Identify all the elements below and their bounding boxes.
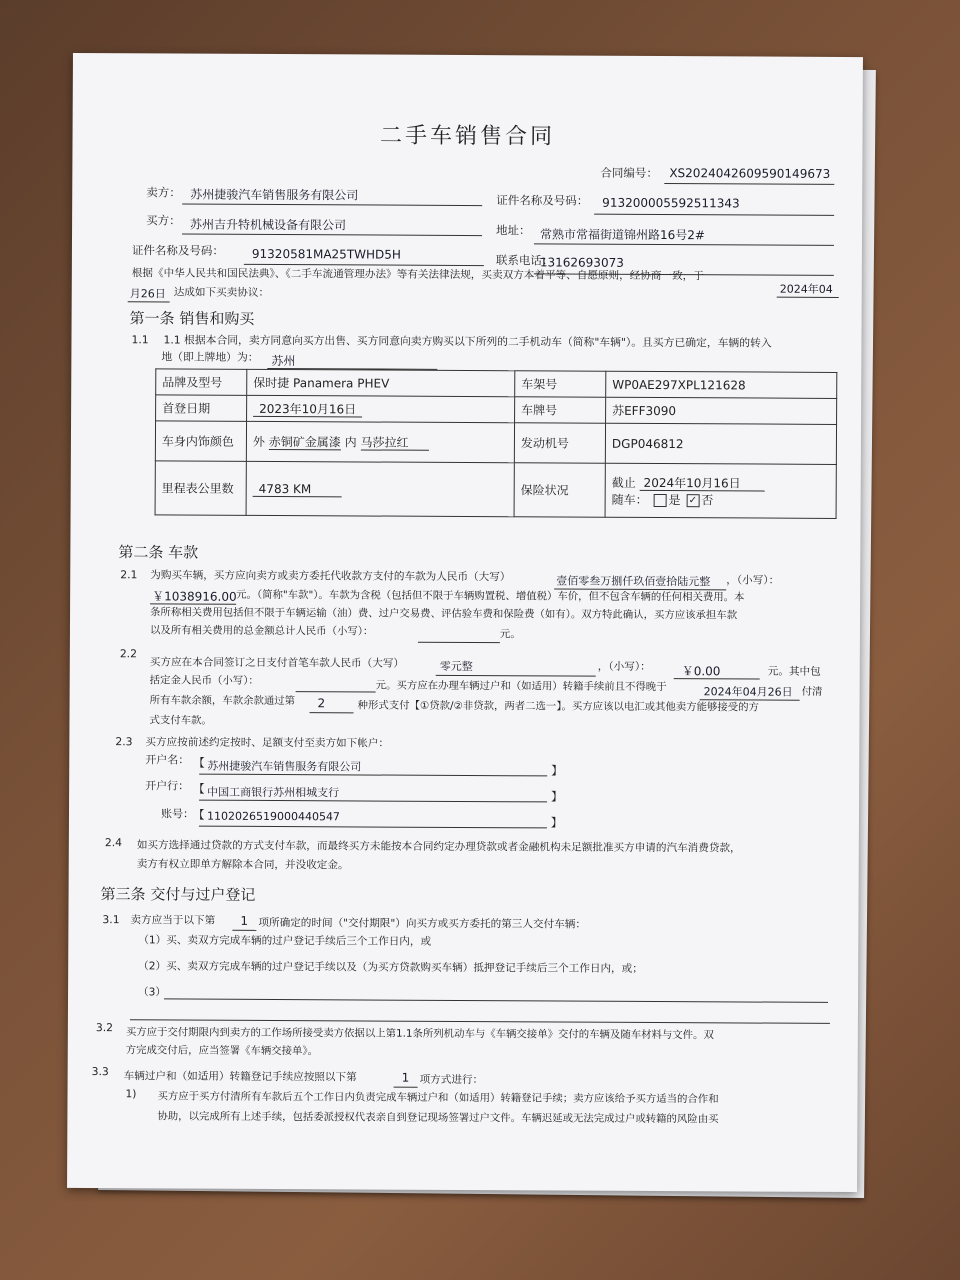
underline (777, 297, 839, 298)
clause-3-1-no: 3.1 (102, 913, 120, 927)
clause-3-3-1-text-2: 协助，以完成所有上述手续，包括委派授权代表亲自到登记现场签署过户文件。车辆迟延或无法完成过户或转籍的风险由买 (157, 1110, 719, 1126)
underline (182, 204, 482, 207)
delivery-option-1: （1）买、卖双方完成车辆的过户登记手续后三个工作日内，或 (138, 934, 432, 948)
clause-1-1-text-2: 地（即上牌地）为： (161, 350, 259, 364)
clause-2-1-text-4: 以及所有相关费用的总金额总计人民币（小写）： (149, 624, 374, 638)
clause-3-1-text-a: 卖方应当于以下第 (130, 914, 216, 927)
clause-1-1-no: 1.1 (131, 333, 149, 347)
clause-3-2-text-2: 方完成交付后，应当签署《车辆交接单》。 (125, 1044, 319, 1058)
mileage-cell (246, 461, 514, 516)
address-label: 地址： (496, 223, 531, 238)
buyer-phone: 13162693073 (539, 255, 624, 270)
clause-2-3-no: 2.3 (115, 735, 133, 749)
clause-2-4-text: 如买方选择通过贷款的方式支付车款，而最终买方未能按本合同约定办理贷款或者金融机构未足额批准买方申请的汽车消费贷款， (136, 839, 741, 855)
underline (534, 243, 834, 246)
underline (199, 826, 547, 829)
seller-name: 苏州捷骏汽车销售服务有限公司 (190, 187, 359, 203)
article-3-title: 第三条 交付与过户登记 (100, 885, 256, 904)
first-reg-value: 2023年10月16日 (253, 402, 362, 418)
intro-text-2: 达成如下买卖协议： (173, 286, 270, 299)
transfer-place: 苏州 (271, 353, 296, 369)
delivery-item: 1 (240, 913, 249, 928)
bracket-left: 【 (192, 807, 205, 822)
clause-3-3-text-a: 车辆过户和（如适用）转籍登记手续应按照以下第 (123, 1070, 357, 1084)
clause-2-2-no: 2.2 (119, 647, 138, 661)
clause-2-2-text-4: 式支付车款。 (149, 714, 212, 727)
bracket-right: 】 (550, 815, 563, 830)
mileage-label: 里程表公里数 (155, 461, 246, 515)
clause-2-2-text-2a: 括定金人民币（小写）： (149, 674, 259, 687)
article-2-title: 第二条 车款 (118, 543, 199, 562)
bracket-right: 】 (551, 789, 563, 804)
engine-value: DGP046812 (605, 423, 836, 464)
buyer-id-label: 证件名称及号码： (131, 243, 224, 258)
underline (232, 930, 256, 931)
insurance-until-prefix: 截止 (611, 475, 636, 490)
vin-value: WP0AE297XPL121628 (606, 371, 837, 398)
clause-2-2-text-b: ，（小写）： (597, 660, 651, 673)
first-reg-cell (247, 395, 515, 422)
plate-value: 苏EFF3090 (606, 397, 837, 424)
with-car-line (612, 490, 830, 508)
bracket-left: 【 (193, 755, 205, 770)
account-bank-label: 开户行： (145, 779, 190, 793)
with-car-label: 随车： (611, 492, 648, 507)
color-label: 车身内饰颜色 (155, 421, 246, 461)
opt-no-label: 否 (701, 492, 714, 507)
clause-2-1-text-2: 元。（简称"车款"）。车款为含税（包括但不限于车辆购置税、增值税）车价，但不包含车辆的任何相关费用。本 (236, 588, 745, 604)
color-inner: 马莎拉红 (360, 435, 428, 450)
clause-3-3-no: 3.3 (91, 1065, 109, 1079)
clause-2-2-text-3b: 种形式支付【①贷款/②非贷款，两者二选一】。买方应该以电汇或其他卖方能够接受的方 (357, 699, 759, 714)
insurance-label: 保险状况 (514, 463, 605, 517)
first-payment: ￥0.00 (681, 664, 721, 679)
payment-method: 2 (317, 696, 326, 711)
underline (164, 998, 828, 1002)
underline (594, 214, 834, 216)
color-cell (246, 421, 514, 462)
account-no-label: 账号： (160, 807, 195, 821)
insurance-line (612, 473, 830, 491)
delivery-option-3: （3） (138, 986, 167, 999)
intro-date-a: 2024年04 (779, 282, 833, 296)
clause-3-2-text: 买方应于交付期限内到卖方的工作场所接受卖方依据以上第1.1条所列机动车与《车辆交接单》交付的车辆及随车材料与文件。双 (125, 1026, 714, 1042)
contract-page (67, 53, 863, 1192)
clause-2-4-no: 2.4 (104, 836, 123, 850)
clause-2-4-text-2: 卖方有权立即单方解除本合同，并没收定金。 (136, 858, 349, 872)
insurance-cell (605, 463, 836, 518)
price-upper: 壹佰零叁万捌仟玖佰壹拾陆元整 (556, 574, 711, 589)
first-reg-label: 首登日期 (156, 395, 247, 421)
underline (128, 301, 170, 302)
color-inner-prefix: 内 (344, 435, 357, 450)
clause-3-3-1-text: 买方应于买方付清所有车款后五个工作日内负责完成车辆过户和（如适用）转籍登记手续；卖方应该给予买方适当的合作和 (157, 1090, 719, 1106)
delivery-option-2: （2）买、卖双方完成车辆的过户登记手续以及（为买方贷款购买车辆）抵押登记手续后三个工作日内，或； (138, 960, 643, 975)
transfer-item: 1 (401, 1070, 410, 1085)
color-outer: 赤铜矿金属漆 (268, 434, 341, 450)
intro-text: 根据《中华人民共和国民法典》、《二手车流通管理办法》等有关法律法规，买卖双方本着平等、自愿原则，经协商一致，于 (131, 267, 704, 283)
checkbox-yes[interactable] (653, 493, 666, 506)
underline (674, 678, 760, 679)
brand-label: 品牌及型号 (156, 369, 247, 395)
bracket-left: 【 (193, 781, 205, 796)
underline (199, 774, 547, 777)
clause-2-2-text-c: 元。其中包 (767, 665, 821, 678)
mileage-value: 4783 KM (253, 481, 342, 496)
underline (394, 1087, 418, 1088)
underline (418, 642, 500, 643)
seller-id-label: 证件名称及号码： (496, 193, 589, 208)
bracket-right: 】 (551, 763, 563, 778)
underline (244, 264, 484, 266)
clause-3-1-text-b: 项所确定的时间（"交付期限"）向买方或买方委托的第三人交付车辆： (258, 916, 587, 931)
article-1-title: 第一条 销售和购买 (129, 309, 255, 328)
underline (436, 675, 596, 677)
clause-3-3-1-no: 1) (125, 1088, 137, 1101)
underline (182, 234, 482, 237)
clause-2-2-text-3a: 所有车款余额，车款余款通过第 (149, 694, 296, 708)
clause-2-1-text-a: 为购买车辆，买方应向卖方或卖方委托代收款方支付的车款为人民币（大写） (150, 569, 511, 584)
seller-label: 卖方： (146, 185, 181, 200)
brand-value: 保时捷 Panamera PHEV (247, 369, 515, 396)
opt-yes-label: 是 (668, 492, 681, 507)
buyer-id: 91320581MA25TWHD5H (251, 246, 401, 262)
contract-no: XS2024042609590149673 (669, 166, 831, 181)
checkbox-no[interactable]: ✓ (686, 494, 699, 507)
buyer-label: 买方： (146, 213, 181, 228)
account-name: 苏州捷骏汽车销售服务有限公司 (207, 759, 362, 774)
clause-2-1-text-4b: 元。 (499, 628, 521, 641)
intro-date-b: 月26日 (129, 287, 166, 301)
clause-2-1-text-b: ，（小写）： (726, 574, 780, 587)
clause-2-2-text-2b: 元。买方应在办理车辆过户和（如适用）转籍手续前且不得晚于 (375, 679, 667, 694)
underline (310, 712, 354, 713)
underline (199, 800, 547, 803)
clause-3-3-text-b: 项方式进行： (419, 1073, 484, 1087)
document-title: 二手车销售合同 (379, 123, 556, 150)
payment-deadline: 2024年04月26日 (703, 685, 793, 699)
contract-no-label: 合同编号： (600, 165, 658, 181)
clause-3-2-no: 3.2 (95, 1021, 114, 1035)
account-name-label: 开户名： (145, 753, 190, 767)
underline (296, 691, 376, 692)
engine-label: 发动机号 (514, 423, 605, 463)
buyer-name: 苏州吉升特机械设备有限公司 (190, 217, 347, 233)
plate-label: 车牌号 (515, 397, 606, 423)
color-outer-prefix: 外 (252, 434, 265, 449)
clause-2-3-text: 买方应按前述约定按时、足额支付至卖方如下帐户： (145, 736, 390, 750)
price-amount: ￥1038916.00 (152, 589, 237, 604)
clause-2-1-no: 2.1 (120, 568, 138, 582)
underline (664, 183, 834, 185)
first-payment-upper: 零元整 (439, 659, 473, 674)
seller-id: 913200005592511343 (602, 195, 740, 211)
clause-2-2-text-a: 买方应在本合同签订之日支付首笔车款人民币（大写） (149, 656, 405, 670)
vehicle-info-table (155, 368, 838, 519)
account-no: 1102026519000440547 (206, 809, 340, 824)
phone-label: 联系电话： (495, 253, 554, 268)
clause-1-1-text: 1.1 根据本合同，卖方同意向买方出售、买方同意向卖方购买以下所列的二手机动车（简称"车辆"）。且买方已确定，车辆的转入 (163, 333, 772, 350)
buyer-address: 常熟市常福街道锦州路16号2# (539, 227, 706, 243)
vin-label: 车架号 (515, 371, 606, 397)
clause-2-1-text-3: 条所称相关费用包括但不限于车辆运输（油）费、过户交易费、评估验车费和保险费（如有）。双方特此确认，买方应该承担车款 (150, 606, 738, 622)
account-bank: 中国工商银行苏州相城支行 (207, 785, 340, 800)
clause-2-2-text-2c: 付清 (801, 685, 823, 698)
insurance-until: 2024年10月16日 (640, 475, 765, 491)
underline (130, 1019, 830, 1024)
